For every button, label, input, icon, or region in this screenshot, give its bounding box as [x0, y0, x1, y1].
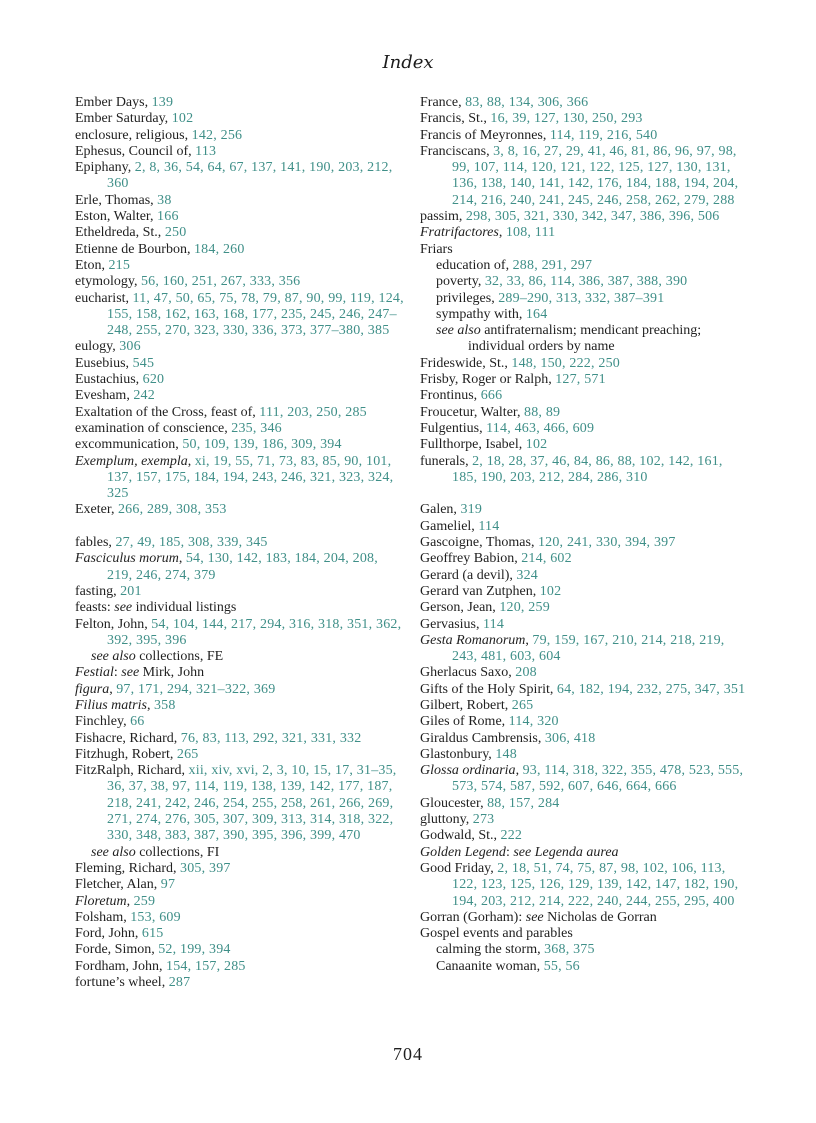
index-entry	[420, 225, 746, 241]
entry-text: Gameliel,	[420, 518, 479, 534]
entry-text: Gloucester,	[420, 795, 488, 811]
page-refs: 88, 157, 284	[487, 795, 560, 811]
entry-text: privileges,	[436, 290, 499, 306]
page-refs: 615	[141, 926, 164, 942]
index-subentry	[420, 942, 746, 958]
index-entry	[75, 861, 405, 877]
entry-text: feasts:	[75, 600, 115, 616]
entry-text: funerals,	[420, 453, 473, 469]
entry-text: Eustachius,	[75, 372, 143, 388]
entry-text: see also	[91, 649, 136, 665]
index-entry	[420, 665, 746, 681]
index-entry	[75, 128, 405, 144]
index-entry	[75, 421, 405, 437]
page-refs: 54, 104, 144, 217, 294, 316, 318, 351, 362, 392, 395, 396	[107, 616, 402, 648]
page-refs: 97, 171, 294, 321–322, 369	[116, 681, 276, 697]
page-refs: 250	[164, 225, 187, 241]
entry-text: ,	[178, 551, 186, 567]
entry-text: passim,	[420, 209, 466, 225]
index-subentry	[75, 845, 405, 861]
entry-text: see also	[91, 844, 136, 860]
entry-text: sympathy with,	[436, 306, 526, 322]
index-entry	[75, 551, 405, 584]
page-refs: 214, 602	[521, 551, 572, 567]
index-entry	[75, 714, 405, 730]
entry-text: ,	[187, 453, 195, 469]
entry-text: Fratrifactores	[420, 225, 499, 241]
index-entry	[420, 454, 746, 487]
entry-text: ,	[525, 632, 533, 648]
entry-text: Finchley,	[75, 714, 131, 730]
entry-text: Gascoigne, Thomas,	[420, 535, 538, 551]
index-entry	[75, 274, 405, 290]
index-entry	[75, 617, 405, 650]
page-refs: 56, 160, 251, 267, 333, 356	[140, 274, 301, 290]
page-refs: 127, 571	[555, 372, 606, 388]
page-refs: 148, 150, 222, 250	[511, 355, 620, 371]
entry-text: individual listings	[132, 600, 237, 616]
entry-text: ,	[146, 697, 154, 713]
page-refs: 166	[157, 209, 179, 225]
index-entry	[420, 95, 746, 111]
page-refs: 108, 111	[505, 225, 556, 241]
entry-text: Geoffrey Babion,	[420, 551, 522, 567]
page-refs: 64, 182, 194, 232, 275, 347, 351	[556, 681, 746, 697]
index-entry	[420, 388, 746, 404]
index-entry	[420, 747, 746, 763]
entry-text: Giraldus Cambrensis,	[420, 730, 545, 746]
entry-text: Gervasius,	[420, 616, 483, 632]
index-entry	[420, 861, 746, 910]
index-entry	[75, 665, 405, 681]
page-refs: 11, 47, 50, 65, 75, 78, 79, 87, 90, 99, 119, 124, 155, 158, 162, 163, 168, 177, 235, 245, 246, 247–248, 255, 270, 323, 330, 336, 373, 377–380, 385	[107, 290, 404, 339]
entry-text: Felton, John,	[75, 616, 152, 632]
entry-text: Nicholas de Gorran	[543, 909, 657, 925]
page-refs: 27, 49, 185, 308, 339, 345	[115, 535, 268, 551]
entry-text: fables,	[75, 535, 116, 551]
index-column-right	[420, 95, 746, 975]
index-entry	[75, 502, 405, 518]
entry-text: Golden Legend	[420, 844, 506, 860]
page-refs: 235, 346	[231, 420, 282, 436]
index-entry	[420, 405, 746, 421]
index-entry	[420, 356, 746, 372]
page-refs: 114, 463, 466, 609	[486, 420, 595, 436]
index-entry	[75, 731, 405, 747]
entry-text: Frontinus,	[420, 388, 481, 404]
page-refs: 16, 39, 127, 130, 250, 293	[490, 111, 643, 127]
entry-text: France,	[420, 95, 466, 110]
index-entry	[420, 812, 746, 828]
page-refs: 265	[176, 746, 199, 762]
page-refs: 273	[472, 812, 495, 828]
entry-text: ,	[498, 225, 506, 241]
page-refs: 324	[516, 567, 539, 583]
entry-spacer	[420, 486, 746, 502]
entry-text: ,	[515, 763, 523, 779]
index-entry	[75, 339, 405, 355]
page-refs: 2, 8, 36, 54, 64, 67, 137, 141, 190, 203, 212, 360	[107, 160, 393, 192]
index-entry	[75, 356, 405, 372]
index-entry	[420, 535, 746, 551]
index-entry	[420, 242, 746, 258]
index-subentry	[420, 291, 746, 307]
entry-text: Friars	[420, 241, 453, 257]
entry-text: Exemplum, exempla	[75, 453, 188, 469]
entry-text: Fishacre, Richard,	[75, 730, 181, 746]
page-refs: 50, 109, 139, 186, 309, 394	[182, 437, 342, 453]
page-refs: 93, 114, 318, 322, 355, 478, 523, 555, 573, 574, 587, 592, 607, 646, 664, 666	[452, 763, 744, 795]
index-entry	[75, 405, 405, 421]
entry-text: Glossa ordinaria	[420, 763, 516, 779]
index-entry	[75, 682, 405, 698]
entry-text: antifraternalism; mendicant preaching; individual orders by name	[468, 323, 702, 355]
page-refs: 545	[132, 355, 155, 371]
page-refs: 114, 119, 216, 540	[549, 127, 658, 143]
page-refs: 368, 375	[544, 942, 595, 958]
page-refs: 620	[142, 372, 165, 388]
page-refs: 148	[495, 746, 517, 762]
entry-text: Exeter,	[75, 502, 118, 518]
index-entry	[75, 926, 405, 942]
index-entry	[420, 910, 746, 926]
entry-text: Frideswide, St.,	[420, 355, 512, 371]
page-refs: 266, 289, 308, 353	[117, 502, 227, 518]
index-subentry	[420, 959, 746, 975]
entry-text: education of,	[436, 257, 513, 273]
index-entry	[75, 209, 405, 225]
entry-text: Gerson, Jean,	[420, 600, 500, 616]
entry-text: Good Friday,	[420, 860, 498, 876]
index-entry	[420, 633, 746, 666]
entry-text: Eton,	[75, 257, 109, 273]
index-entry	[420, 144, 746, 209]
index-entry	[75, 454, 405, 503]
entry-text: Festial	[75, 665, 114, 681]
entry-text: :	[505, 844, 514, 860]
page-refs: 201	[120, 583, 142, 599]
entry-text: Fleming, Richard,	[75, 860, 180, 876]
page-refs: 222	[500, 828, 523, 844]
page-refs: 52, 199, 394	[158, 942, 231, 958]
entry-text: Exaltation of the Cross, feast of,	[75, 404, 260, 420]
page-refs: 289–290, 313, 332, 387–391	[498, 290, 665, 306]
entry-text: Froucetur, Walter,	[420, 404, 525, 420]
index-entry	[75, 894, 405, 910]
index-entry	[420, 714, 746, 730]
index-entry	[420, 763, 746, 796]
index-entry	[75, 910, 405, 926]
page-refs: 54, 130, 142, 183, 184, 204, 208, 219, 246, 274, 379	[107, 551, 378, 583]
entry-text: Ember Saturday,	[75, 111, 172, 127]
entry-text: Fitzhugh, Robert,	[75, 746, 177, 762]
index-subentry	[420, 307, 746, 323]
entry-text: :	[113, 665, 122, 681]
entry-text: Folsham,	[75, 909, 131, 925]
entry-text: calming the storm,	[436, 942, 545, 958]
entry-text: fasting,	[75, 583, 121, 599]
index-entry	[420, 519, 746, 535]
entry-text: Galen,	[420, 502, 461, 518]
index-entry	[420, 828, 746, 844]
entry-text: Francis of Meyronnes,	[420, 127, 550, 143]
page-refs: 114, 320	[508, 714, 559, 730]
index-entry	[75, 959, 405, 975]
page-refs: 305, 397	[180, 860, 231, 876]
page-refs: 139	[151, 95, 174, 110]
entry-text: Gifts of the Holy Spirit,	[420, 681, 557, 697]
index-entry	[75, 584, 405, 600]
entry-text: eulogy,	[75, 339, 120, 355]
page-refs: 120, 241, 330, 394, 397	[537, 535, 676, 551]
page-refs: 76, 83, 113, 292, 321, 331, 332	[180, 730, 362, 746]
index-entry	[420, 682, 746, 698]
index-entry	[75, 388, 405, 404]
index-entry	[420, 926, 746, 942]
entry-text: etymology,	[75, 274, 141, 290]
entry-text: Fullthorpe, Isabel,	[420, 437, 526, 453]
page-refs: 306, 418	[544, 730, 596, 746]
page-refs: 298, 305, 321, 330, 342, 347, 386, 396, 506	[465, 209, 720, 225]
index-entry	[75, 975, 405, 991]
entry-text: enclosure, religious,	[75, 127, 192, 143]
entry-text: Frisby, Roger or Ralph,	[420, 372, 556, 388]
index-entry	[75, 144, 405, 160]
index-entry	[420, 551, 746, 567]
index-subentry	[420, 323, 746, 356]
index-entry	[420, 209, 746, 225]
entry-text: Floretum	[75, 893, 127, 909]
page-refs: 88, 89	[524, 404, 561, 420]
index-entry	[75, 698, 405, 714]
entry-text: Erle, Thomas,	[75, 192, 158, 208]
page-number: 704	[393, 1044, 423, 1064]
index-entry	[420, 437, 746, 453]
index-entry	[420, 698, 746, 714]
entry-text: Giles of Rome,	[420, 714, 509, 730]
entry-text: ,	[109, 681, 117, 697]
entry-text: ,	[126, 893, 134, 909]
entry-text: Fordham, John,	[75, 958, 166, 974]
page-refs: 102	[525, 437, 548, 453]
page-refs: 666	[480, 388, 503, 404]
index-entry	[75, 111, 405, 127]
page-refs: 287	[168, 975, 191, 991]
index-entry	[420, 128, 746, 144]
index-entry	[75, 193, 405, 209]
index-entry	[75, 763, 405, 844]
entry-text: collections, FI	[135, 844, 220, 860]
index-entry	[420, 111, 746, 127]
entry-text: see also	[436, 323, 481, 339]
index-entry	[420, 502, 746, 518]
index-entry	[75, 600, 405, 616]
entry-text: Evesham,	[75, 388, 134, 404]
page-refs: 306	[119, 339, 141, 355]
entry-text: Etienne de Bourbon,	[75, 241, 194, 257]
page-refs: 120, 259	[499, 600, 550, 616]
page-refs: 208	[515, 665, 537, 681]
page-refs: 2, 18, 51, 74, 75, 87, 98, 102, 106, 113, 122, 123, 125, 126, 129, 139, 142, 147, 182, 190, 194, 203, 212, 214, 222, 240, 244, 255, 295, 400	[452, 860, 739, 909]
page-refs: 3, 8, 16, 27, 29, 41, 46, 81, 86, 96, 97, 98, 99, 107, 114, 120, 121, 122, 125, 127, 130, 131, 136, 138, 140, 141, 142, 176, 184, 188, 194, 204, 214, 216, 240, 241, 245, 246, 258, 262, 279, 288	[452, 143, 739, 208]
page-refs: 66	[130, 714, 145, 730]
index-entry	[420, 584, 746, 600]
entry-text: FitzRalph, Richard,	[75, 763, 189, 779]
page-refs: 113	[195, 143, 217, 159]
entry-text: Mirk, John	[139, 665, 205, 681]
entry-text: Epiphany,	[75, 160, 135, 176]
entry-text: Ephesus, Council of,	[75, 143, 196, 159]
page-refs: 55, 56	[543, 958, 580, 974]
page-refs: 97	[160, 877, 176, 893]
index-entry	[420, 617, 746, 633]
index-column-left	[75, 95, 405, 991]
index-entry	[75, 877, 405, 893]
index-entry	[75, 225, 405, 241]
page-refs: 102	[171, 111, 194, 127]
entry-text: Gerard van Zutphen,	[420, 583, 540, 599]
entry-text: Godwald, St.,	[420, 828, 501, 844]
entry-text: Gospel events and parables	[420, 926, 573, 942]
page-refs: xii, xiv, xvi, 2, 3, 10, 15, 17, 31–35, 36, 37, 38, 97, 114, 119, 138, 139, 142, 177, 187, 218, 241, 242, 246, 254, 255, 258, 261, 266, 269, 271, 274, 276, 305, 307, 309, 313, 314, 318, 322, 330, 348, 383, 387, 390, 395, 396, 399, 470	[107, 763, 397, 844]
page-refs: 215	[108, 257, 131, 273]
index-entry	[75, 747, 405, 763]
page-refs: 38	[157, 192, 172, 208]
index-subentry	[420, 274, 746, 290]
index-entry	[75, 291, 405, 340]
entry-text: Eston, Walter,	[75, 209, 158, 225]
entry-text: fortune’s wheel,	[75, 975, 169, 991]
entry-text: see	[525, 909, 544, 925]
entry-text: see	[114, 600, 133, 616]
page-refs: 358	[153, 697, 176, 713]
entry-text: collections, FE	[135, 649, 224, 665]
entry-text: excommunication,	[75, 437, 183, 453]
page-refs: 265	[511, 697, 534, 713]
index-subentry	[75, 649, 405, 665]
index-entry	[75, 535, 405, 551]
entry-text: Fulgentius,	[420, 420, 487, 436]
entry-text: Eusebius,	[75, 355, 133, 371]
entry-text: see Legenda aurea	[513, 844, 619, 860]
page-refs: 153, 609	[130, 909, 181, 925]
page-refs: 184, 260	[193, 241, 245, 257]
page-refs: 164	[525, 306, 548, 322]
entry-text: Franciscans,	[420, 143, 494, 159]
index-entry	[75, 242, 405, 258]
page-refs: 102	[539, 583, 562, 599]
index-entry	[420, 372, 746, 388]
running-head: Index	[382, 52, 434, 73]
entry-text: Gilbert, Robert,	[420, 697, 512, 713]
entry-text: Filius matris	[75, 697, 147, 713]
page-refs: 242	[133, 388, 155, 404]
page-refs: 83, 88, 134, 306, 366	[465, 95, 589, 110]
page-refs: 32, 33, 86, 114, 386, 387, 388, 390	[484, 274, 688, 290]
page-refs: 114	[483, 616, 505, 632]
entry-text: Forde, Simon,	[75, 942, 159, 958]
page-refs: 154, 157, 285	[166, 958, 246, 974]
page-refs: 259	[133, 893, 156, 909]
entry-text: examination of conscience,	[75, 420, 232, 436]
index-subentry	[420, 258, 746, 274]
entry-text: gluttony,	[420, 812, 473, 828]
index-entry	[75, 95, 405, 111]
entry-text: figura	[75, 681, 110, 697]
index-entry	[75, 372, 405, 388]
index-entry	[75, 942, 405, 958]
page-refs: 79, 159, 167, 210, 214, 218, 219, 243, 481, 603, 604	[452, 632, 725, 665]
entry-text: poverty,	[436, 274, 485, 290]
entry-text: Francis, St.,	[420, 111, 491, 127]
index-entry	[420, 845, 746, 861]
entry-text: Etheldreda, St.,	[75, 225, 165, 241]
entry-text: Ford, John,	[75, 926, 142, 942]
page-refs: 2, 18, 28, 37, 46, 84, 86, 88, 102, 142, 161, 185, 190, 203, 212, 284, 286, 310	[452, 453, 723, 485]
index-entry	[420, 421, 746, 437]
index-entry	[75, 437, 405, 453]
page-refs: 111, 203, 250, 285	[259, 404, 367, 420]
index-entry	[420, 796, 746, 812]
index-entry	[420, 568, 746, 584]
page-refs: 319	[460, 502, 483, 518]
page-refs: 288, 291, 297	[512, 257, 593, 273]
entry-text: Gerard (a devil),	[420, 567, 517, 583]
entry-text: Gherlacus Saxo,	[420, 665, 516, 681]
entry-text: Fletcher, Alan,	[75, 877, 161, 893]
index-entry	[75, 160, 405, 193]
entry-text: see	[121, 665, 140, 681]
page-refs: 142, 256	[191, 127, 243, 143]
page-refs: xi, 19, 55, 71, 73, 83, 85, 90, 101, 137, 157, 175, 184, 194, 243, 246, 321, 323, 324, 325	[107, 453, 394, 502]
entry-text: Canaanite woman,	[436, 958, 544, 974]
index-entry	[420, 731, 746, 747]
index-entry	[75, 258, 405, 274]
entry-text: eucharist,	[75, 290, 133, 306]
entry-text: Glastonbury,	[420, 746, 496, 762]
entry-text: Gesta Romanorum	[420, 632, 526, 648]
page-refs: 114	[478, 518, 500, 534]
entry-text: Gorran (Gorham):	[420, 909, 526, 925]
entry-text: Fasciculus morum	[75, 551, 179, 567]
index-entry	[420, 600, 746, 616]
entry-spacer	[75, 519, 405, 535]
entry-text: Ember Days,	[75, 95, 152, 110]
